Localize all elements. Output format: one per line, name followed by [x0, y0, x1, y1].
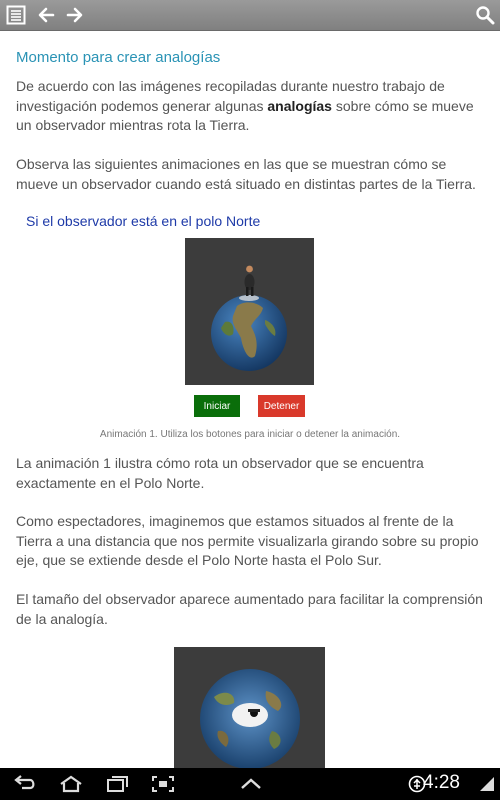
system-navigation-bar	[0, 768, 500, 800]
home-icon[interactable]	[58, 774, 84, 799]
animation-caption: Animación 1. Utiliza los botones para iniciar o detener la animación.	[99, 429, 401, 440]
earth-polar-view-image	[174, 647, 325, 768]
app-toolbar	[0, 0, 500, 31]
animation-explanation-paragraph: La animación 1 ilustra cómo rota un observador que se encuentra exactamente en el Polo Norte.	[16, 455, 424, 491]
observe-paragraph: Observa las siguientes animaciones en las que se muestran cómo se mueve un observador cuando está situado en distintas partes de la Tierra.	[16, 156, 476, 192]
screenshot-icon[interactable]	[150, 774, 176, 799]
intro-text: De acuerdo con las imágenes recopiladas durante nuestro trabajo de investigación podemos generar algunas	[16, 78, 445, 114]
recent-apps-icon[interactable]	[104, 774, 130, 799]
wifi-signal-icon	[478, 775, 496, 798]
observer-size-paragraph: El tamaño del observador aparece aumentado para facilitar la comprensión de la analogía.	[16, 591, 483, 627]
animation-1-canvas	[185, 238, 314, 385]
arrow-right-icon[interactable]	[64, 3, 86, 27]
back-icon[interactable]	[12, 774, 38, 799]
stop-animation-button[interactable]: Detener	[258, 395, 305, 417]
page-title: Momento para crear analogías	[16, 49, 221, 66]
arrow-left-icon[interactable]	[35, 3, 57, 27]
search-icon[interactable]	[474, 3, 496, 27]
section-subheading: Si el observador está en el polo Norte	[26, 213, 261, 229]
article-content	[0, 31, 500, 768]
clock: 4:28	[423, 772, 460, 793]
spectator-paragraph: Como espectadores, imaginemos que estamos situados al frente de la Tierra a una distancia que nos permite visualizarla girando sobre su propio eje, que se extiende desde el Polo Norte hasta el Polo Sur.	[16, 513, 479, 568]
animation-2-canvas	[174, 647, 325, 768]
intro-paragraph	[16, 77, 484, 136]
intro-text-end: sobre cómo se mueve un observador mientras rota la Tierra.	[16, 97, 474, 133]
earth-globe-image	[185, 238, 314, 385]
start-animation-button[interactable]: Iniciar	[194, 395, 240, 417]
intro-bold-term: analogías	[267, 97, 332, 114]
chevron-up-icon[interactable]	[238, 776, 264, 797]
toc-icon[interactable]	[4, 3, 28, 27]
